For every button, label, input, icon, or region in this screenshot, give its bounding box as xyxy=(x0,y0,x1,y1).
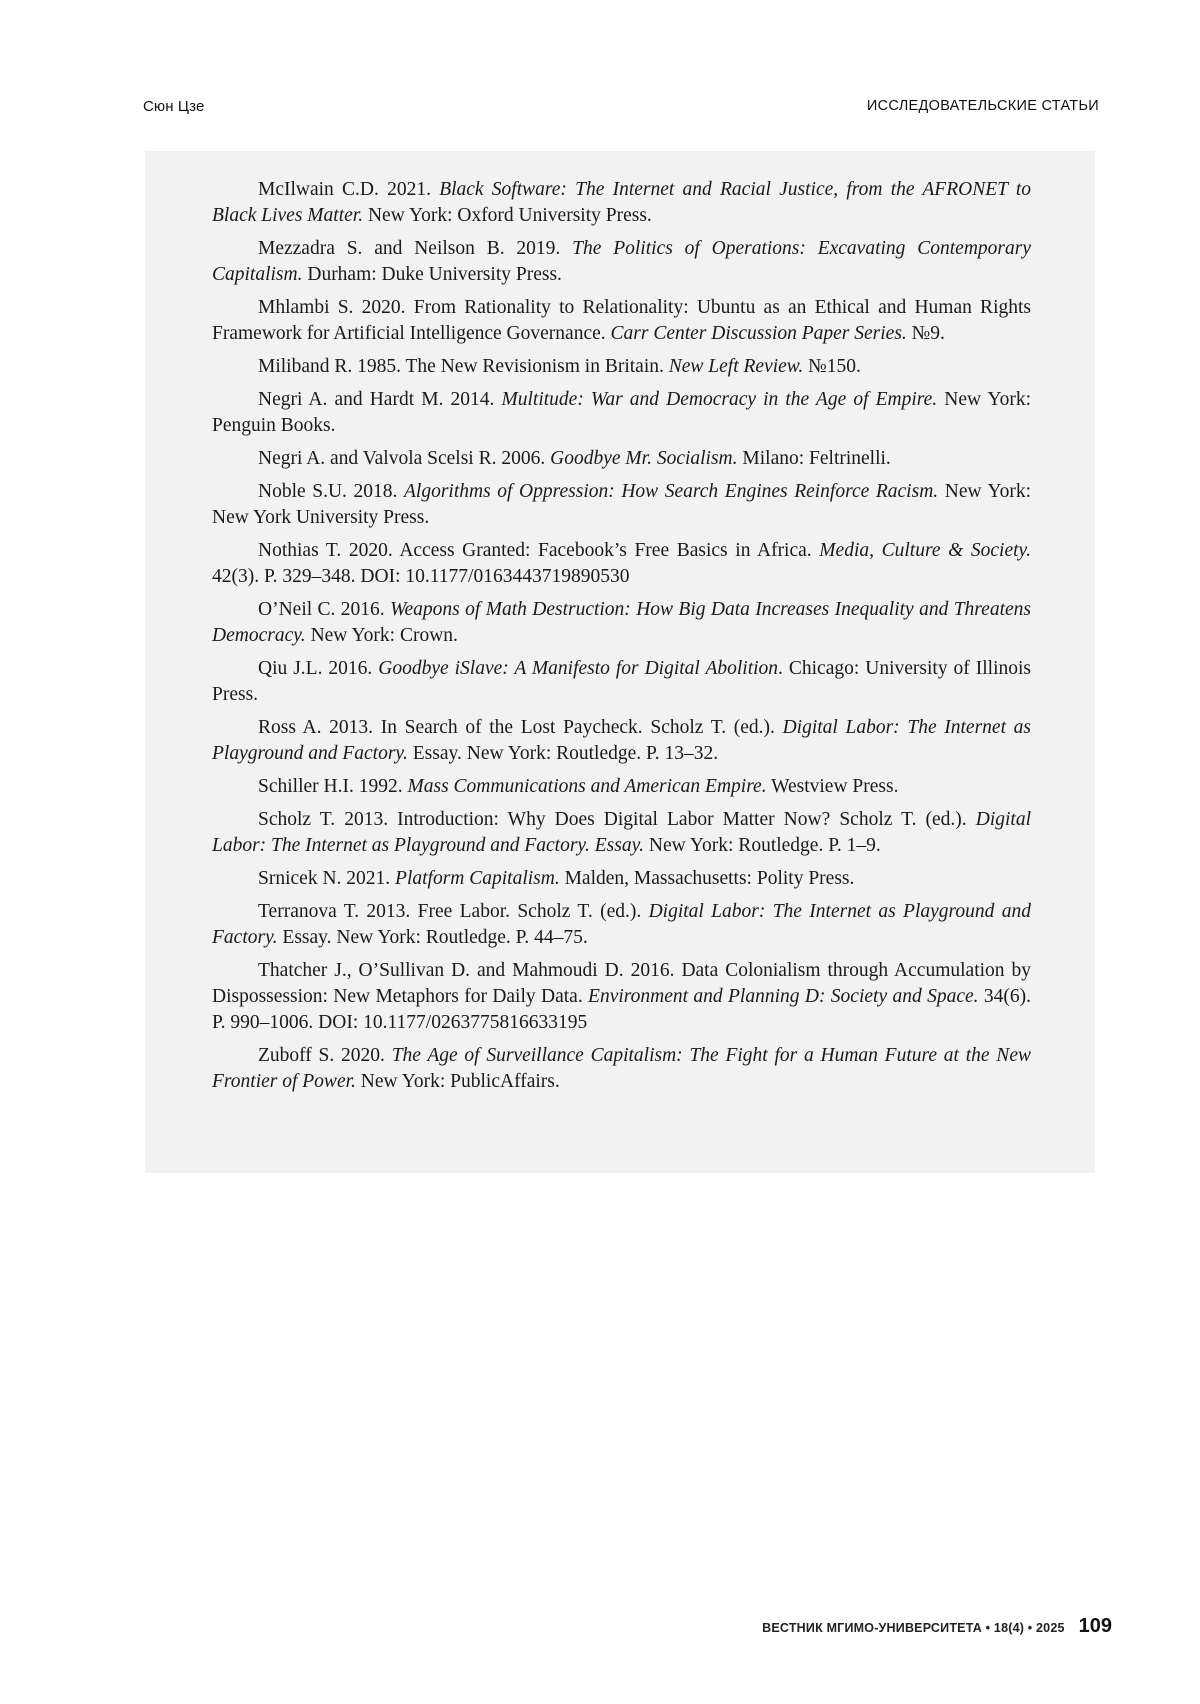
reference-item: Scholz T. 2013. Introduction: Why Does Digital Labor Matter Now? Scholz T. (ed.). Digital Labor: The Internet as Playground and Factory. Essay. New York: Routledge. P. 1–9. xyxy=(212,809,1031,856)
reference-item: Zuboff S. 2020. The Age of Surveillance Capitalism: The Fight for a Human Future at the New Frontier of Power. New York: PublicAffairs. xyxy=(212,1045,1031,1092)
reference-item: Negri A. and Valvola Scelsi R. 2006. Goodbye Mr. Socialism. Milano: Feltrinelli. xyxy=(258,448,891,469)
reference-item: Noble S.U. 2018. Algorithms of Oppression: How Search Engines Reinforce Racism. New York: New York University Press. xyxy=(212,481,1031,528)
references-list xyxy=(145,151,1095,1173)
running-head-section: ИССЛЕДОВАТЕЛЬСКИЕ СТАТЬИ xyxy=(866,98,1099,114)
reference-item: Terranova T. 2013. Free Labor. Scholz T. (ed.). Digital Labor: The Internet as Playground and Factory. Essay. New York: Routledge. P. 44–75. xyxy=(212,901,1031,948)
reference-item: Thatcher J., O’Sullivan D. and Mahmoudi D. 2016. Data Colonialism through Accumulation by Dispossession: New Metaphors for Daily Data. Environment and Planning D: Society and Space. 34(6). P. 990–1006. DOI: 10.1177/0263775816633195 xyxy=(212,960,1031,1033)
reference-item: Negri A. and Hardt M. 2014. Multitude: War and Democracy in the Age of Empire. New York: Penguin Books. xyxy=(212,389,1031,436)
reference-item: Nothias T. 2020. Access Granted: Facebook’s Free Basics in Africa. Media, Culture & Society. 42(3). P. 329–348. DOI: 10.1177/0163443719890530 xyxy=(212,540,1031,587)
reference-item: Srnicek N. 2021. Platform Capitalism. Malden, Massachusetts: Polity Press. xyxy=(258,868,855,889)
page-footer xyxy=(762,1615,1112,1638)
reference-item: Qiu J.L. 2016. Goodbye iSlave: A Manifesto for Digital Abolition. Chicago: University of Illinois Press. xyxy=(212,658,1032,705)
reference-item: Ross A. 2013. In Search of the Lost Paycheck. Scholz T. (ed.). Digital Labor: The Internet as Playground and Factory. Essay. New York: Routledge. P. 13–32. xyxy=(212,717,1032,764)
reference-item: Miliband R. 1985. The New Revisionism in Britain. New Left Review. №150. xyxy=(258,356,861,377)
reference-item: Mezzadra S. and Neilson B. 2019. The Politics of Operations: Excavating Contemporary Capitalism. Durham: Duke University Press. xyxy=(212,238,1031,285)
reference-item: Mhlambi S. 2020. From Rationality to Relationality: Ubuntu as an Ethical and Human Rights Framework for Artificial Intelligence Governance. Carr Center Discussion Paper Series. №9. xyxy=(212,297,1031,344)
reference-item: O’Neil C. 2016. Weapons of Math Destruction: How Big Data Increases Inequality and Threatens Democracy. New York: Crown. xyxy=(212,599,1031,646)
page-number: 109 xyxy=(1078,1615,1112,1637)
running-head-author: Сюн Цзе xyxy=(143,98,205,115)
reference-item: McIlwain C.D. 2021. Black Software: The Internet and Racial Justice, from the AFRONET to Black Lives Matter. New York: Oxford University Press. xyxy=(212,179,1031,226)
reference-item: Schiller H.I. 1992. Mass Communications and American Empire. Westview Press. xyxy=(258,776,899,797)
journal-name: ВЕСТНИК МГИМО-УНИВЕРСИТЕТА • 18(4) • 2025 xyxy=(762,1621,1065,1635)
